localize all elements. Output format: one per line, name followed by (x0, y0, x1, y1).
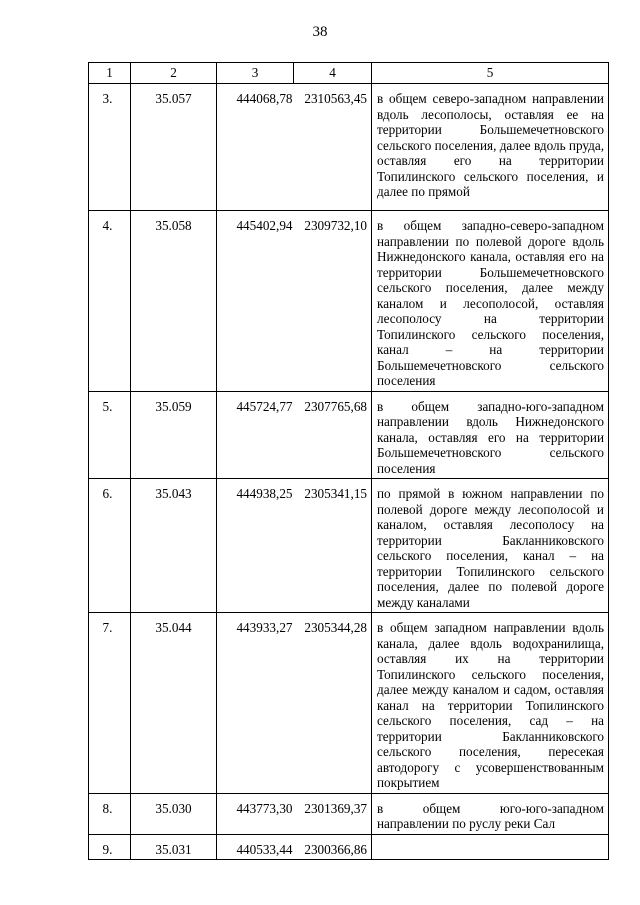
x-coordinate: 443933,27 (217, 613, 294, 794)
point-code: 35.057 (131, 84, 217, 211)
x-coordinate: 444938,25 (217, 479, 294, 613)
boundary-description-text: в общем западном направлении вдоль канала, далее вдоль водохранилища, оставляя их на территории Топилинского сельского поселения, далее между каналом и садом, оставляя канал на территории Топилинского сельского поселения, сад – на территории Бакланниковского сельского поселения, пересекая автодорогу с усовершенствованным покрытием (377, 620, 604, 790)
boundary-description (372, 391, 609, 479)
column-header-description: 5 (372, 63, 609, 84)
y-coordinate: 2300366,86 (294, 834, 372, 859)
row-number: 9. (89, 834, 131, 859)
boundary-description (372, 793, 609, 834)
x-coordinate: 444068,78 (217, 84, 294, 211)
table-row (89, 479, 609, 613)
x-coordinate: 445724,77 (217, 391, 294, 479)
y-coordinate: 2310563,45 (294, 84, 372, 211)
boundary-description (372, 613, 609, 794)
table-header-row (89, 63, 609, 84)
x-coordinate: 440533,44 (217, 834, 294, 859)
y-coordinate: 2305341,15 (294, 479, 372, 613)
boundary-description (372, 211, 609, 392)
boundary-description (372, 834, 609, 859)
row-number: 7. (89, 613, 131, 794)
y-coordinate: 2305344,28 (294, 613, 372, 794)
y-coordinate: 2309732,10 (294, 211, 372, 392)
column-header-point: 2 (131, 63, 217, 84)
boundary-description-text: в общем западно-северо-западном направлении по полевой дороге вдоль Нижнедонского канала, оставляя его на территории Большемечетновского сельского поселения, далее между каналом и лесополосой, оставляя лесополосу на территории Топилинского сельского поселения, канал – на территории Большемечетновского сельского поселения (377, 218, 604, 388)
column-header-x: 3 (217, 63, 294, 84)
boundary-description (372, 84, 609, 211)
point-code: 35.043 (131, 479, 217, 613)
row-number: 8. (89, 793, 131, 834)
table-row (89, 84, 609, 211)
boundary-description-text: в общем западно-юго-западном направлении вдоль Нижнедонского канала, оставляя его на территории Большемечетновского сельского поселения (377, 398, 604, 476)
row-number: 4. (89, 211, 131, 392)
table-row (89, 793, 609, 834)
y-coordinate: 2307765,68 (294, 391, 372, 479)
table-row (89, 391, 609, 479)
x-coordinate: 443773,30 (217, 793, 294, 834)
row-number: 5. (89, 391, 131, 479)
column-header-y: 4 (294, 63, 372, 84)
point-code: 35.058 (131, 211, 217, 392)
point-code: 35.044 (131, 613, 217, 794)
column-header-number: 1 (89, 63, 131, 84)
point-code: 35.031 (131, 834, 217, 859)
row-number: 6. (89, 479, 131, 613)
row-number: 3. (89, 84, 131, 211)
y-coordinate: 2301369,37 (294, 793, 372, 834)
boundary-description-text: по прямой в южном направлении по полевой дороге между лесополосой и каналом, оставляя лесополосу на территории Бакланниковского сельского поселения, канал – на территории Топилинского сельского поселения, далее по полевой дороге между каналами (377, 486, 604, 610)
table-row (89, 613, 609, 794)
boundary-description (372, 479, 609, 613)
boundary-description-text: в общем юго-юго-западном направлении по руслу реки Сал (377, 800, 604, 831)
x-coordinate: 445402,94 (217, 211, 294, 392)
point-code: 35.059 (131, 391, 217, 479)
page-number: 38 (312, 24, 328, 40)
boundary-description-text: в общем северо-западном направлении вдоль лесополосы, оставляя ее на территории Большемечетновского сельского поселения, далее вдоль пруда, оставляя его на территории Топилинского сельского поселения, и далее по прямой (377, 91, 604, 199)
point-code: 35.030 (131, 793, 217, 834)
boundary-table (88, 62, 609, 860)
table-row (89, 211, 609, 392)
table-row (89, 834, 609, 859)
